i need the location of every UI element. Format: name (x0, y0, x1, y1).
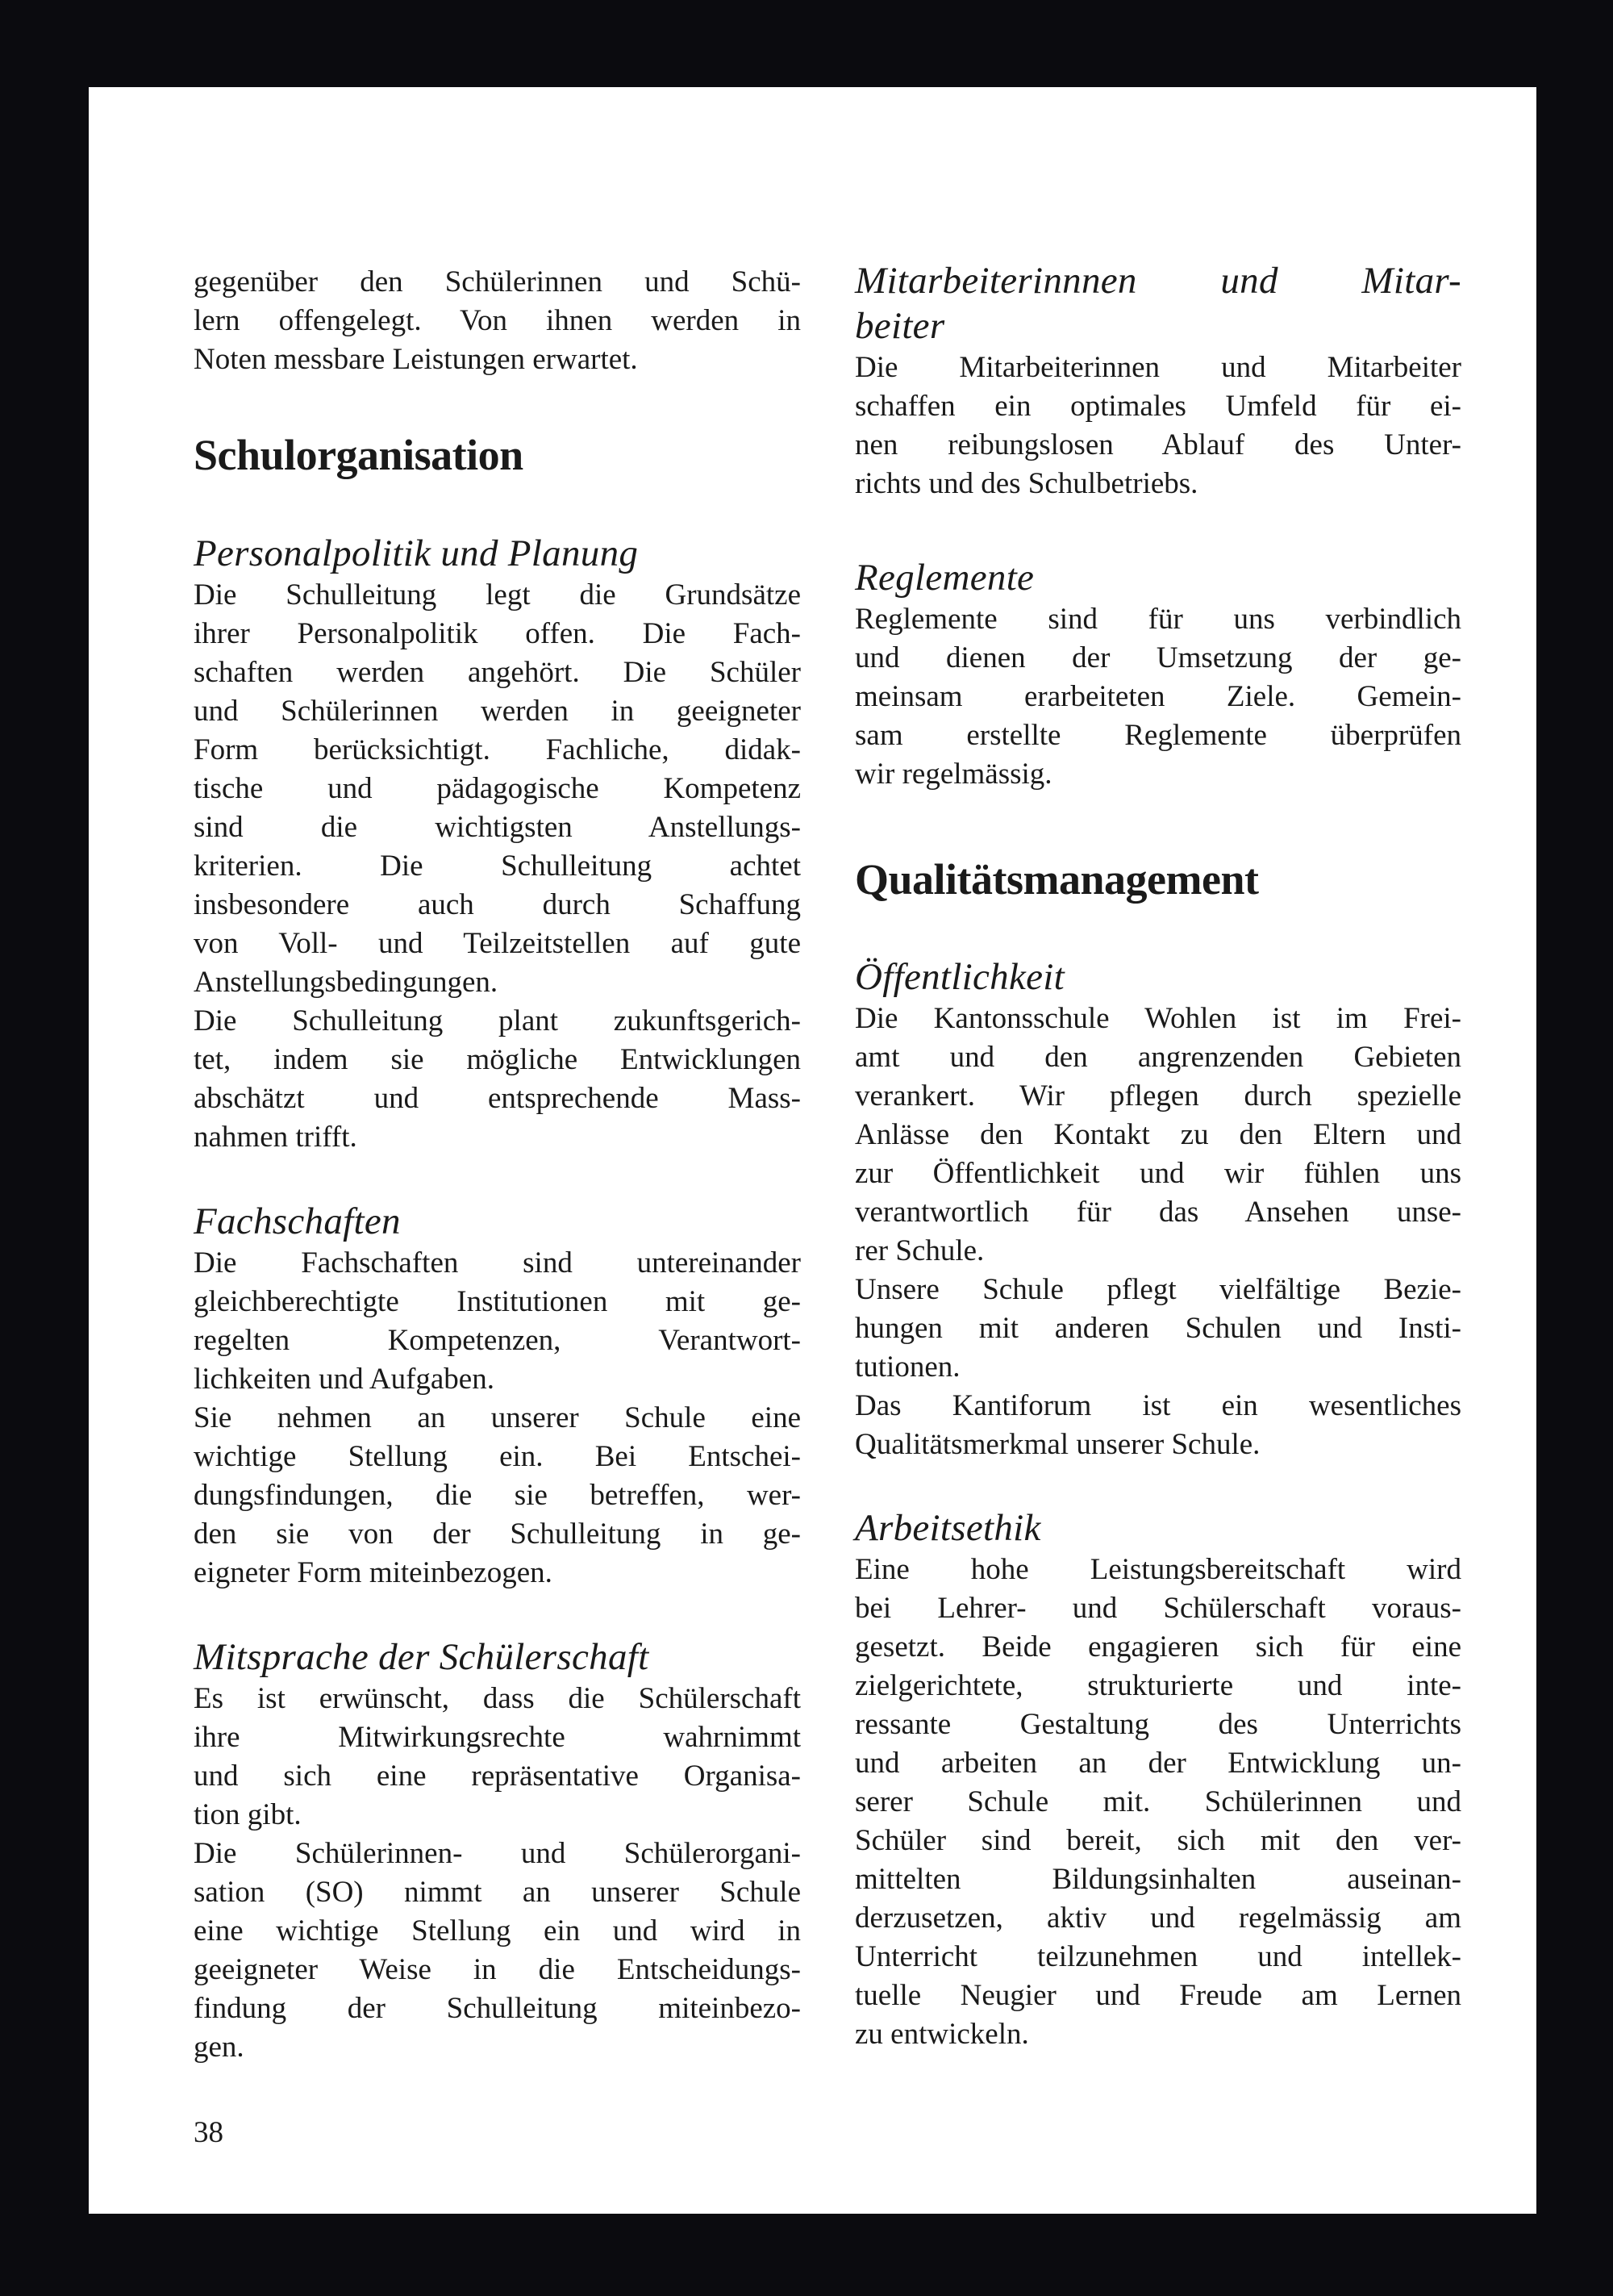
subsection-oeffentlichkeit (855, 954, 1461, 1464)
subsection-heading: Mitarbeiterinnnen und Mitar- (855, 260, 1461, 302)
text-line: wichtige Stellung ein. Bei Entschei- (194, 1440, 801, 1473)
text-line: tet, indem sie mögliche Entwicklungen (194, 1043, 801, 1076)
section-heading-schulorganisation (194, 429, 801, 481)
text-line: serer Schule mit. Schülerinnen und (855, 1785, 1461, 1818)
text-line: Die Schulleitung legt die Grundsätze (194, 578, 801, 612)
document-page (89, 87, 1536, 2214)
text-line: ihre Mitwirkungsrechte wahrnimmt (194, 1721, 801, 1754)
text-line: tuelle Neugier und Freude am Lernen (855, 1979, 1461, 2012)
text-line: Die Fachschaften sind untereinander (194, 1246, 801, 1279)
text-line: nahmen trifft. (194, 1121, 357, 1154)
paragraph (855, 1271, 1461, 1387)
text-line: nen reibungslosen Ablauf des Unter- (855, 428, 1461, 461)
text-line: dungsfindungen, die sie betreffen, wer- (194, 1479, 801, 1512)
subsection-arbeitsethik (855, 1505, 1461, 2054)
text-line: Unterricht teilzunehmen und intellek- (855, 1940, 1461, 1973)
section-heading: Schulorganisation (194, 431, 523, 479)
text-line: ressante Gestaltung des Unterrichts (855, 1708, 1461, 1741)
text-line: ihrer Personalpolitik offen. Die Fach- (194, 617, 801, 650)
text-line: richts und des Schulbetriebs. (855, 467, 1198, 500)
text-line: Schüler sind bereit, sich mit den ver- (855, 1824, 1461, 1857)
subsection-heading: Mitsprache der Schülerschaft (194, 1636, 649, 1678)
text-line: gegenüber den Schülerinnen und Schü- (194, 265, 801, 298)
text-line: Anlässe den Kontakt zu den Eltern und (855, 1118, 1461, 1151)
text-line: kriterien. Die Schulleitung achtet (194, 850, 801, 883)
subsection-heading-continued: beiter (855, 305, 945, 347)
text-line: schaften werden angehört. Die Schüler (194, 656, 801, 689)
text-line: von Voll- und Teilzeitstellen auf gute (194, 927, 801, 960)
text-line: Unsere Schule pflegt vielfältige Bezie- (855, 1273, 1461, 1306)
subsection-heading: Fachschaften (194, 1200, 401, 1242)
text-line: Die Schülerinnen- und Schülerorgani- (194, 1837, 801, 1870)
text-line: schaffen ein optimales Umfeld für ei- (855, 390, 1461, 423)
text-line: sam erstellte Reglemente überprüfen (855, 719, 1461, 752)
text-line: tutionen. (855, 1350, 961, 1384)
section-heading-qualitaetsmanagement (855, 854, 1461, 905)
text-line: Sie nehmen an unserer Schule eine (194, 1401, 801, 1434)
paragraph (855, 1551, 1461, 2054)
paragraph (855, 1387, 1461, 1464)
text-line: sind die wichtigsten Anstellungs- (194, 811, 801, 844)
text-line: Reglemente sind für uns verbindlich (855, 603, 1461, 636)
text-line: Die Schulleitung plant zukunftsgerich- (194, 1004, 801, 1037)
text-line: Anstellungsbedingungen. (194, 966, 498, 999)
text-line: zielgerichtete, strukturierte und inte- (855, 1669, 1461, 1702)
text-line: Die Mitarbeiterinnen und Mitarbeiter (855, 351, 1461, 384)
text-line: abschätzt und entsprechende Mass- (194, 1082, 801, 1115)
text-line: lichkeiten und Aufgaben. (194, 1363, 494, 1396)
paragraph (855, 600, 1461, 794)
text-line: hungen mit anderen Schulen und Insti- (855, 1312, 1461, 1345)
text-line: lern offengelegt. Von ihnen werden in (194, 304, 801, 337)
page-number: 38 (194, 2116, 223, 2149)
paragraph (194, 1680, 801, 1835)
text-line: gleichberechtigte Institutionen mit ge- (194, 1285, 801, 1318)
subsection-personalpolitik (194, 531, 801, 1157)
text-line: bei Lehrer- und Schülerschaft voraus- (855, 1592, 1461, 1625)
text-line: gen. (194, 2031, 244, 2064)
text-line: amt und den angrenzenden Gebieten (855, 1041, 1461, 1074)
text-line: eine wichtige Stellung ein und wird in (194, 1914, 801, 1947)
section-heading: Qualitätsmanagement (855, 855, 1259, 904)
text-line: meinsam erarbeiteten Ziele. Gemein- (855, 680, 1461, 713)
paragraph (855, 1000, 1461, 1271)
text-line: Das Kantiforum ist ein wesentliches (855, 1389, 1461, 1422)
paragraph (855, 349, 1461, 503)
text-line: Die Kantonsschule Wohlen ist im Frei- (855, 1002, 1461, 1035)
text-line: zu entwickeln. (855, 2018, 1029, 2051)
text-line: den sie von der Schulleitung in ge- (194, 1517, 801, 1551)
subsection-mitsprache (194, 1634, 801, 2067)
text-line: mittelten Bildungsinhalten auseinan- (855, 1863, 1461, 1896)
subsection-reglemente (855, 555, 1461, 794)
text-line: zur Öffentlichkeit und wir fühlen uns (855, 1157, 1461, 1190)
text-line: sation (SO) nimmt an unserer Schule (194, 1876, 801, 1909)
text-line: wir regelmässig. (855, 758, 1052, 791)
subsection-heading: Reglemente (855, 557, 1035, 599)
subsection-heading: Arbeitsethik (855, 1507, 1041, 1549)
subsection-heading: Öffentlichkeit (855, 956, 1065, 998)
text-line: gesetzt. Beide engagieren sich für eine (855, 1630, 1461, 1664)
text-line: Form berücksichtigt. Fachliche, didak- (194, 733, 801, 766)
text-line: Qualitätsmerkmal unserer Schule. (855, 1428, 1261, 1461)
text-line: und arbeiten an der Entwicklung un- (855, 1747, 1461, 1780)
text-line: Eine hohe Leistungsbereitschaft wird (855, 1553, 1461, 1586)
text-line: verankert. Wir pflegen durch spezielle (855, 1079, 1461, 1113)
text-line: Es ist erwünscht, dass die Schülerschaft (194, 1682, 801, 1715)
intro-paragraph (194, 263, 801, 379)
paragraph (194, 1002, 801, 1157)
paragraph (194, 1244, 801, 1399)
subsection-fachschaften (194, 1199, 801, 1593)
text-line: rer Schule. (855, 1234, 985, 1267)
text-line: eigneter Form miteinbezogen. (194, 1556, 552, 1589)
text-line: derzusetzen, aktiv und regelmässig am (855, 1902, 1461, 1935)
subsection-heading: Personalpolitik und Planung (194, 532, 639, 574)
text-line: regelten Kompetenzen, Verantwort- (194, 1324, 801, 1357)
text-line: geeigneter Weise in die Entscheidungs- (194, 1953, 801, 1986)
text-line: tion gibt. (194, 1798, 302, 1831)
text-line: und Schülerinnen werden in geeigneter (194, 695, 801, 728)
text-line: insbesondere auch durch Schaffung (194, 888, 801, 921)
text-line: verantwortlich für das Ansehen unse- (855, 1196, 1461, 1229)
subsection-mitarbeiter (855, 258, 1461, 503)
paragraph (194, 1835, 801, 2067)
text-line: Noten messbare Leistungen erwartet. (194, 343, 638, 376)
text-line: findung der Schulleitung miteinbezo- (194, 1992, 801, 2025)
paragraph (194, 1399, 801, 1593)
paragraph (194, 576, 801, 1002)
text-line: und sich eine repräsentative Organisa- (194, 1760, 801, 1793)
text-line: und dienen der Umsetzung der ge- (855, 641, 1461, 674)
text-line: tische und pädagogische Kompetenz (194, 772, 801, 805)
